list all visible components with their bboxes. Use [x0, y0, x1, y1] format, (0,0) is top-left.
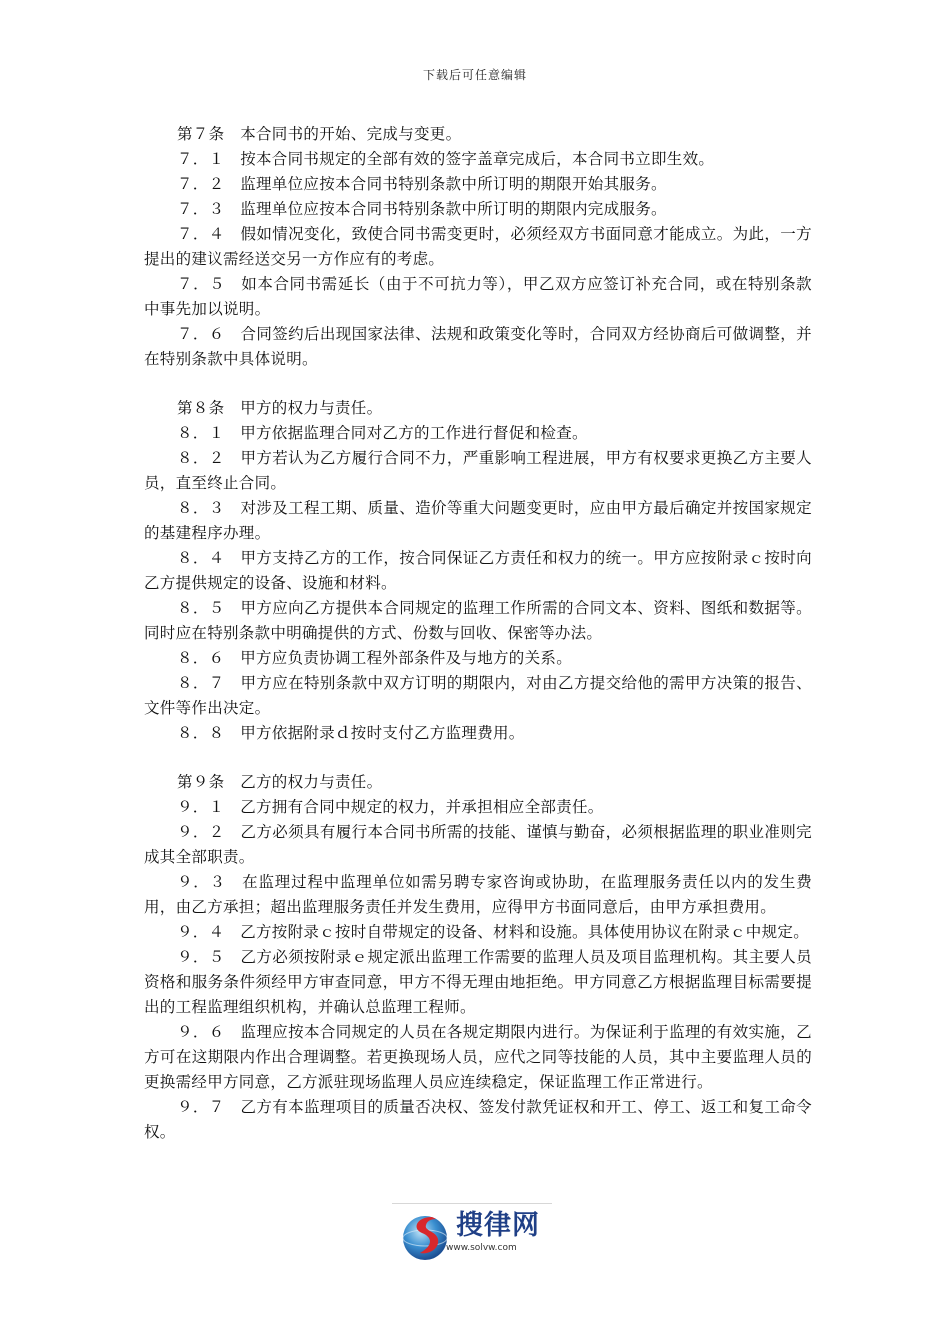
clause-7-6: ７．６ 合同签约后出现国家法律、法规和政策变化等时，合同双方经协商后可做调整，并在特别条款中具体说明。: [144, 325, 812, 368]
clause-7-1: ７．１ 按本合同书规定的全部有效的签字盖章完成后，本合同书立即生效。: [177, 150, 715, 168]
clause-9-5: ９．５ 乙方必须按附录ｅ规定派出监理工作需要的监理人员及项目监理机构。其主要人员资格和服务条件须经甲方审查同意，甲方不得无理由地拒绝。甲方同意乙方根据监理目标需要提出的工程监理组织机构，并确认总监理工程师。: [144, 948, 812, 1016]
logo-divider: [392, 1203, 552, 1204]
clause-7-5: ７．５ 如本合同书需延长（由于不可抗力等），甲乙双方应签订补充合同，或在特别条款中事先加以说明。: [144, 275, 812, 318]
clause-8-2: ８．２ 甲方若认为乙方履行合同不力，严重影响工程进展，甲方有权要求更换乙方主要人员，直至终止合同。: [144, 449, 812, 492]
clause-9-6: ９．６ 监理应按本合同规定的人员在各规定期限内进行。为保证利于监理的有效实施，乙方可在这期限内作出合理调整。若更换现场人员，应代之同等技能的人员，其中主要监理人员的更换需经甲方同意，乙方派驻现场监理人员应连续稳定，保证监理工作正常进行。: [144, 1023, 812, 1091]
clause-9-3: ９．３ 在监理过程中监理单位如需另聘专家咨询或协助，在监理服务责任以内的发生费用，由乙方承担；超出监理服务责任并发生费用，应得甲方书面同意后，由甲方承担费用。: [144, 873, 812, 916]
logo-url: www.solvw.com: [446, 1243, 517, 1253]
clause-7-4: ７．４ 假如情况变化，致使合同书需变更时，必须经双方书面同意才能成立。为此，一方提出的建议需经送交另一方作应有的考虑。: [144, 225, 812, 268]
clause-8-7: ８．７ 甲方应在特别条款中双方订明的期限内，对由乙方提交给他的需甲方决策的报告、文件等作出决定。: [144, 674, 812, 717]
solvw-globe-logo-icon: [398, 1209, 452, 1263]
clause-8-1: ８．１ 甲方依据监理合同对乙方的工作进行督促和检查。: [177, 424, 588, 442]
article-title-7: 第７条 本合同书的开始、完成与变更。: [177, 125, 462, 143]
clause-8-5: ８．５ 甲方应向乙方提供本合同规定的监理工作所需的合同文本、资料、图纸和数据等。同时应在特别条款中明确提供的方式、份数与回收、保密等办法。: [144, 599, 812, 642]
clause-7-3: ７．３ 监理单位应按本合同书特别条款中所订明的期限内完成服务。: [177, 200, 667, 218]
page-header: 下载后可任意编辑: [422, 68, 527, 82]
clause-9-1: ９．１ 乙方拥有合同中规定的权力，并承担相应全部责任。: [177, 798, 604, 816]
clause-7-2: ７．２ 监理单位应按本合同书特别条款中所订明的期限开始其服务。: [177, 175, 667, 193]
document-body: [144, 122, 812, 1145]
article-title-9: 第９条 乙方的权力与责任。: [177, 773, 383, 791]
clause-9-7: ９．７ 乙方有本监理项目的质量否决权、签发付款凭证权和开工、停工、返工和复工命令权。: [144, 1098, 812, 1141]
clause-9-2: ９．２ 乙方必须具有履行本合同书所需的技能、谨慎与勤奋，必须根据监理的职业准则完成其全部职责。: [144, 823, 812, 866]
footer-logo: [392, 1203, 552, 1265]
logo-brand-name: 搜律网: [456, 1210, 540, 1241]
clause-8-4: ８．４ 甲方支持乙方的工作，按合同保证乙方责任和权力的统一。甲方应按附录ｃ按时向乙方提供规定的设备、设施和材料。: [144, 549, 812, 592]
clause-9-4: ９．４ 乙方按附录ｃ按时自带规定的设备、材料和设施。具体使用协议在附录ｃ中规定。: [177, 923, 810, 941]
clause-8-3: ８．３ 对涉及工程工期、质量、造价等重大问题变更时，应由甲方最后确定并按国家规定的基建程序办理。: [144, 499, 812, 542]
clause-8-8: ８．８ 甲方依据附录ｄ按时支付乙方监理费用。: [177, 724, 525, 742]
article-title-8: 第８条 甲方的权力与责任。: [177, 399, 383, 417]
clause-8-6: ８．６ 甲方应负责协调工程外部条件及与地方的关系。: [177, 649, 573, 667]
